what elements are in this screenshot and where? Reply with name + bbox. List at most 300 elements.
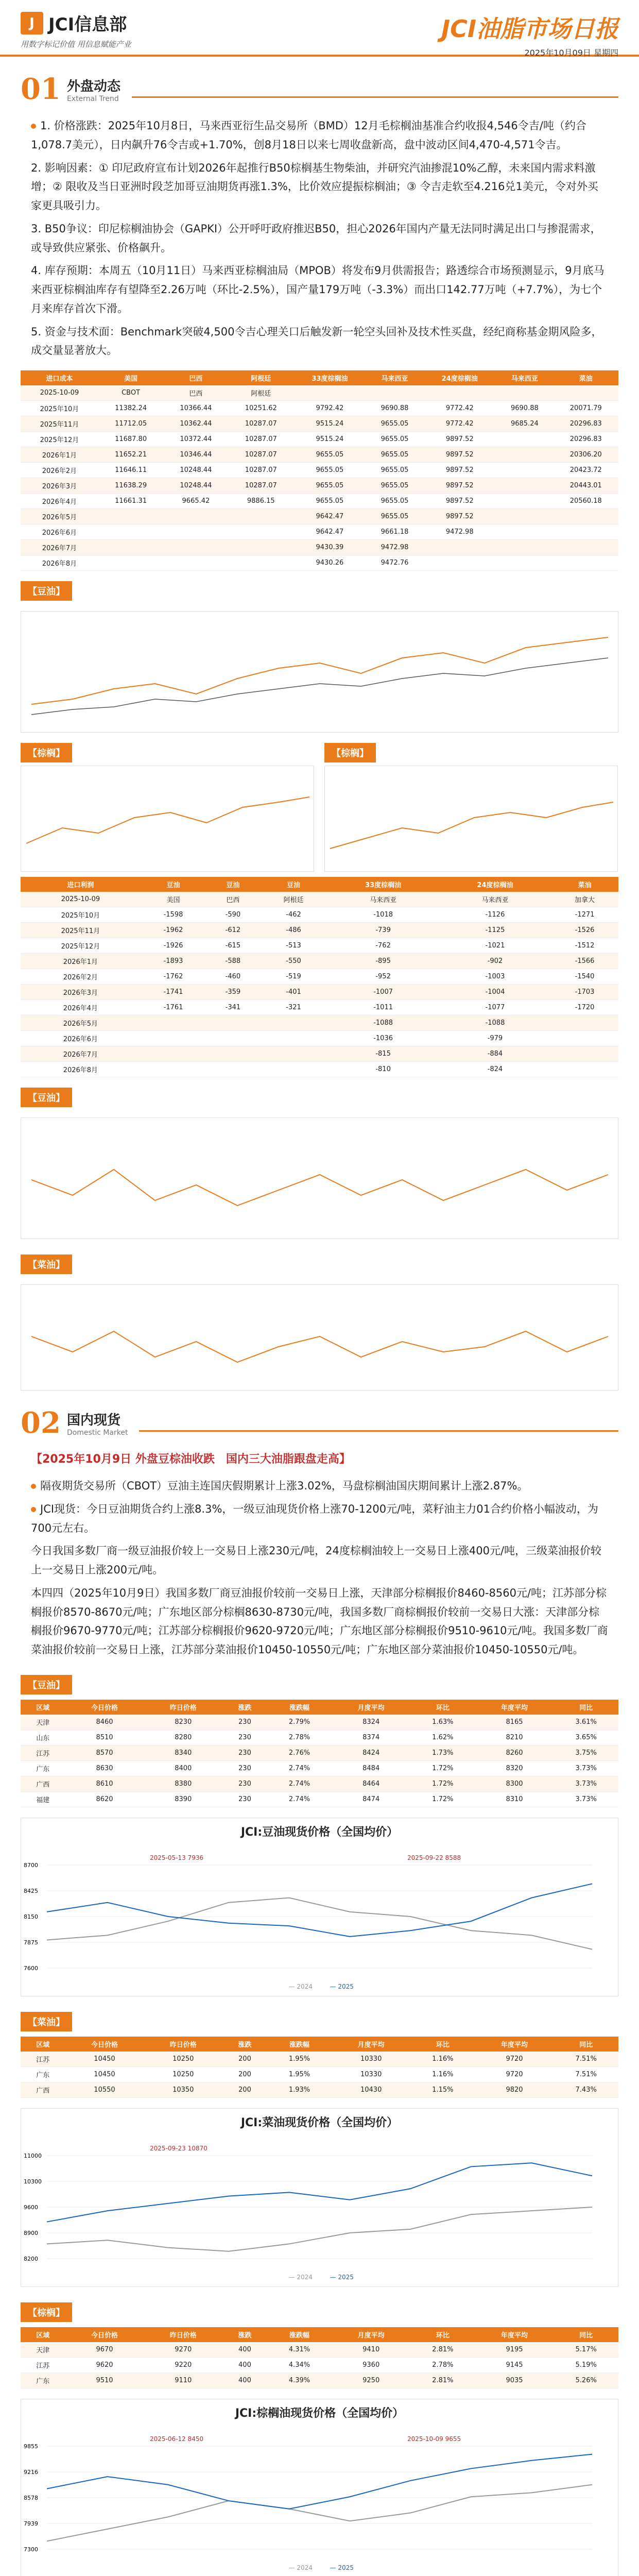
table-cell: 9472.76 xyxy=(366,555,423,571)
table-cell xyxy=(496,463,553,478)
table-cell: 10248.44 xyxy=(163,478,228,494)
table-cell: -739 xyxy=(327,923,439,938)
external-news xyxy=(31,116,608,360)
table-cell: 8340 xyxy=(144,1745,222,1760)
table-header: 阿根廷 xyxy=(229,370,293,385)
table-header: 马来西亚 xyxy=(366,370,423,385)
table-header: 月度平均 xyxy=(332,2037,410,2052)
table-cell: 8460 xyxy=(65,1715,144,1730)
table-cell: 广东 xyxy=(21,2372,65,2388)
table-header: 24度棕榈油 xyxy=(423,370,496,385)
chart-title: JCI:棕榈油现货价格（全国均价） xyxy=(235,2406,404,2420)
series-line-2025 xyxy=(47,2163,592,2222)
section-title: 国内现货 xyxy=(66,1412,120,1428)
annotation: 2025-05-13 7936 xyxy=(150,1854,204,1861)
table-cell: -1077 xyxy=(439,1000,551,1015)
table-cell: 2025年12月 xyxy=(21,938,141,954)
table-cell: 福建 xyxy=(21,1791,65,1807)
table-cell: -952 xyxy=(327,969,439,985)
table-cell: 9620 xyxy=(65,2357,144,2372)
section-domestic xyxy=(21,1406,618,1440)
table-cell: 天津 xyxy=(21,1715,65,1730)
table-cell: 8260 xyxy=(475,1745,554,1760)
table-cell xyxy=(496,385,553,401)
table-cell: -1088 xyxy=(439,1015,551,1031)
y-tick-label: 8150 xyxy=(24,1913,38,1920)
table-cell: 200 xyxy=(222,2052,267,2067)
table-cell xyxy=(496,478,553,494)
table-cell xyxy=(229,540,293,555)
table-row xyxy=(21,447,618,463)
table-cell: 加拿大 xyxy=(551,892,618,907)
legend-entry: — 2025 xyxy=(330,2273,354,2281)
table-row xyxy=(21,2082,618,2097)
table-cell: 2025年10月 xyxy=(21,907,141,923)
soy-spot-label: 【豆油】 xyxy=(21,1675,72,1694)
table-cell: 20306.20 xyxy=(554,447,618,463)
table-cell: 400 xyxy=(222,2372,267,2388)
table-cell: 8630 xyxy=(65,1760,144,1776)
table-cell: 2026年5月 xyxy=(21,1015,141,1031)
section-subtitle: External Trend xyxy=(66,94,119,103)
chart-title: JCI:豆油现货价格（全国均价） xyxy=(240,1825,399,1839)
table-cell: 230 xyxy=(222,1715,267,1730)
table-cell: 10250 xyxy=(144,2052,222,2067)
table-cell: 2026年2月 xyxy=(21,969,141,985)
table-header: 菜油 xyxy=(554,370,618,385)
table-row xyxy=(21,401,618,416)
table-cell: 10330 xyxy=(332,2066,410,2082)
series-line-2024 xyxy=(47,2207,592,2251)
table-cell xyxy=(366,385,423,401)
annotation: 2025-09-23 10870 xyxy=(150,2144,208,2152)
table-cell: 10248.44 xyxy=(163,463,228,478)
table-cell: 马来西亚 xyxy=(327,892,439,907)
table-header: 涨跌 xyxy=(222,2327,267,2342)
rape-spot-label: 【菜油】 xyxy=(21,2012,72,2031)
rape-profit-chart xyxy=(21,1284,618,1391)
table-cell: 9655.05 xyxy=(366,416,423,432)
table-cell: 2025-10-09 xyxy=(21,385,98,401)
table-cell: 9897.52 xyxy=(423,432,496,447)
table-cell xyxy=(229,555,293,571)
table-header: 年度平均 xyxy=(475,2327,554,2342)
table-cell: -590 xyxy=(206,907,260,923)
table-cell xyxy=(260,1031,327,1046)
table-cell: 200 xyxy=(222,2082,267,2097)
table-cell xyxy=(496,509,553,524)
table-cell: 3.73% xyxy=(554,1776,618,1791)
table-cell: -550 xyxy=(260,954,327,969)
table-header: 豆油 xyxy=(260,877,327,892)
table-cell: 20443.01 xyxy=(554,478,618,494)
table-cell xyxy=(551,1062,618,1077)
table-header: 涨跌 xyxy=(222,1700,267,1715)
table-cell xyxy=(496,494,553,509)
domestic-news xyxy=(31,1477,608,1659)
table-row xyxy=(21,892,618,907)
table-cell: 9897.52 xyxy=(423,478,496,494)
y-tick-label: 10300 xyxy=(24,2178,42,2185)
table-cell xyxy=(206,1046,260,1062)
table-cell: 7.43% xyxy=(554,2082,618,2097)
table-cell: 9772.42 xyxy=(423,401,496,416)
table-cell xyxy=(423,555,496,571)
table-header: 环比 xyxy=(410,2037,475,2052)
table-cell: 400 xyxy=(222,2357,267,2372)
table-cell: 9515.24 xyxy=(293,416,366,432)
table-cell: 9685.24 xyxy=(496,416,553,432)
table-cell: 5.19% xyxy=(554,2357,618,2372)
table-row xyxy=(21,478,618,494)
table-cell xyxy=(141,1015,206,1031)
table-cell: -321 xyxy=(260,1000,327,1015)
table-cell: 美国 xyxy=(141,892,206,907)
table-cell xyxy=(141,1031,206,1046)
table-cell: -1271 xyxy=(551,907,618,923)
section-number: 02 xyxy=(21,1406,61,1440)
table-cell: 2026年6月 xyxy=(21,1031,141,1046)
table-cell: 2.81% xyxy=(410,2342,475,2358)
brand-name: JCI信息部 xyxy=(48,14,127,35)
table-cell: 8300 xyxy=(475,1776,554,1791)
table-header: 年度平均 xyxy=(475,1700,554,1715)
table-row xyxy=(21,1015,618,1031)
table-cell: 1.72% xyxy=(410,1776,475,1791)
table-cell: 400 xyxy=(222,2342,267,2358)
table-cell: -401 xyxy=(260,985,327,1000)
table-cell: 2.79% xyxy=(267,1715,332,1730)
table-cell: -612 xyxy=(206,923,260,938)
table-cell: 9250 xyxy=(332,2372,410,2388)
table-cell: 10287.07 xyxy=(229,416,293,432)
table-header: 涨跌幅 xyxy=(267,2327,332,2342)
table-row xyxy=(21,1730,618,1745)
table-row xyxy=(21,2066,618,2082)
y-tick-label: 11000 xyxy=(24,2152,42,2159)
table-header: 今日价格 xyxy=(65,2327,144,2342)
table-cell xyxy=(163,509,228,524)
table-cell: -1598 xyxy=(141,907,206,923)
palm-cost-chart xyxy=(21,766,314,872)
table-row xyxy=(21,416,618,432)
table-header: 今日价格 xyxy=(65,2037,144,2052)
y-tick-label: 8578 xyxy=(24,2494,38,2501)
series-line-2025 xyxy=(47,1884,592,1937)
table-cell: 9655.05 xyxy=(366,494,423,509)
y-tick-label: 9600 xyxy=(24,2204,38,2211)
table-cell xyxy=(551,1015,618,1031)
table-cell: 7.51% xyxy=(554,2066,618,2082)
table-row xyxy=(21,1046,618,1062)
table-cell: 1.95% xyxy=(267,2066,332,2082)
table-cell xyxy=(554,555,618,571)
table-cell: 阿根廷 xyxy=(229,385,293,401)
table-row xyxy=(21,2052,618,2067)
table-cell: -1126 xyxy=(439,907,551,923)
table-cell xyxy=(229,509,293,524)
table-cell xyxy=(163,524,228,540)
rape-profit-label: 【菜油】 xyxy=(21,1255,72,1274)
table-cell: -519 xyxy=(260,969,327,985)
table-cell: 2026年5月 xyxy=(21,509,98,524)
table-cell: 9665.42 xyxy=(163,494,228,509)
table-cell: 3.73% xyxy=(554,1760,618,1776)
table-row xyxy=(21,907,618,923)
table-cell: 20071.79 xyxy=(554,401,618,416)
table-cell xyxy=(496,540,553,555)
legend-entry: — 2024 xyxy=(288,2273,313,2281)
table-header: 昨日价格 xyxy=(144,2037,222,2052)
table-header: 菜油 xyxy=(551,877,618,892)
table-cell: -824 xyxy=(439,1062,551,1077)
table-cell xyxy=(496,447,553,463)
section-subtitle: Domestic Market xyxy=(66,1428,128,1437)
table-cell: 9897.52 xyxy=(423,447,496,463)
table-cell: 山东 xyxy=(21,1730,65,1745)
table-row xyxy=(21,985,618,1000)
table-cell: 广东 xyxy=(21,2066,65,2082)
table-cell: 江苏 xyxy=(21,2357,65,2372)
table-cell: -810 xyxy=(327,1062,439,1077)
table-cell: -486 xyxy=(260,923,327,938)
table-cell: 9655.05 xyxy=(293,463,366,478)
table-cell: -1720 xyxy=(551,1000,618,1015)
news-item: JCI现货：今日豆油期货合约上涨8.3%，一级豆油现货价格上涨70-1200元/吨，菜籽油主力01合约价格小幅波动，为700元左右。 xyxy=(31,1502,598,1534)
table-cell xyxy=(141,1062,206,1077)
table-header: 涨跌幅 xyxy=(267,1700,332,1715)
table-cell: 马来西亚 xyxy=(439,892,551,907)
y-tick-label: 8900 xyxy=(24,2229,38,2236)
soy-profit-chart xyxy=(21,1117,618,1239)
soy-spot-table xyxy=(21,1700,618,1807)
table-cell: 10287.07 xyxy=(229,463,293,478)
table-header: 同比 xyxy=(554,1700,618,1715)
table-header: 巴西 xyxy=(163,370,228,385)
rape-spot-table xyxy=(21,2037,618,2098)
import-profit-table xyxy=(21,877,618,1077)
palm-spot-table xyxy=(21,2327,618,2388)
table-cell xyxy=(206,1062,260,1077)
table-cell: 9655.05 xyxy=(366,432,423,447)
report-date: 2025年10月09日 星期四 xyxy=(524,48,618,58)
table-cell: 230 xyxy=(222,1730,267,1745)
table-cell xyxy=(423,385,496,401)
table-row xyxy=(21,2372,618,2388)
table-row xyxy=(21,385,618,401)
table-row xyxy=(21,1000,618,1015)
table-cell: 9220 xyxy=(144,2357,222,2372)
table-cell: 3.61% xyxy=(554,1715,618,1730)
section-title: 外盘动态 xyxy=(66,78,120,94)
table-cell: 20423.72 xyxy=(554,463,618,478)
table-cell: 10430 xyxy=(332,2082,410,2097)
table-cell xyxy=(98,524,163,540)
table-cell: -895 xyxy=(327,954,439,969)
table-cell: 9897.52 xyxy=(423,494,496,509)
table-cell: 2025年11月 xyxy=(21,416,98,432)
table-cell: 2026年4月 xyxy=(21,1000,141,1015)
table-cell: -1021 xyxy=(439,938,551,954)
table-cell: 8464 xyxy=(332,1776,410,1791)
table-cell: -1512 xyxy=(551,938,618,954)
table-cell xyxy=(554,509,618,524)
table-cell: 9690.88 xyxy=(496,401,553,416)
table-cell: 1.62% xyxy=(410,1730,475,1745)
news-item: 隔夜期货交易所（CBOT）豆油主连国庆假期累计上涨3.02%，马盘棕榈油国庆期间累计上涨2.87%。 xyxy=(40,1480,528,1492)
table-cell xyxy=(554,385,618,401)
table-cell: 9690.88 xyxy=(366,401,423,416)
annotation: 2025-09-22 8588 xyxy=(407,1854,461,1861)
table-cell: 2.74% xyxy=(267,1760,332,1776)
table-cell: 9655.05 xyxy=(293,478,366,494)
table-cell: 9360 xyxy=(332,2357,410,2372)
table-cell: 2026年8月 xyxy=(21,555,98,571)
table-cell: -1741 xyxy=(141,985,206,1000)
table-cell xyxy=(554,540,618,555)
table-cell: 9897.52 xyxy=(423,509,496,524)
palm-spot-label: 【棕榈】 xyxy=(21,2302,72,2322)
table-cell xyxy=(260,1015,327,1031)
table-cell: 巴西 xyxy=(206,892,260,907)
table-cell: 230 xyxy=(222,1745,267,1760)
table-cell: -1566 xyxy=(551,954,618,969)
table-cell: 2025年10月 xyxy=(21,401,98,416)
table-header: 环比 xyxy=(410,2327,475,2342)
table-header: 33度棕榈油 xyxy=(327,877,439,892)
table-cell xyxy=(260,1046,327,1062)
table-cell: 2026年1月 xyxy=(21,954,141,969)
table-cell: -513 xyxy=(260,938,327,954)
y-tick-label: 9855 xyxy=(24,2443,38,2450)
section-external xyxy=(21,72,618,106)
y-tick-label: 8425 xyxy=(24,1887,38,1894)
table-row xyxy=(21,463,618,478)
table-cell: 11646.11 xyxy=(98,463,163,478)
table-header: 豆油 xyxy=(141,877,206,892)
series-line-2024 xyxy=(47,2485,592,2541)
table-cell: -460 xyxy=(206,969,260,985)
table-cell: -1540 xyxy=(551,969,618,985)
table-cell xyxy=(98,509,163,524)
table-cell: 1.16% xyxy=(410,2066,475,2082)
table-cell: 9655.05 xyxy=(366,509,423,524)
table-cell: 1.63% xyxy=(410,1715,475,1730)
table-row xyxy=(21,1791,618,1807)
table-header: 年度平均 xyxy=(475,2037,554,2052)
news-item: 3. B50争议：印尼棕榈油协会（GAPKI）公开呼吁政府推迟B50，担心2026年国内产量无法同时满足出口与掺混需求，或导致供应紧张、价格飙升。 xyxy=(31,222,601,254)
y-tick-label: 9216 xyxy=(24,2468,38,2476)
legend-entry: — 2025 xyxy=(330,2564,354,2571)
table-cell: 9655.05 xyxy=(293,447,366,463)
table-cell xyxy=(496,555,553,571)
table-cell: 11687.80 xyxy=(98,432,163,447)
table-cell: 10550 xyxy=(65,2082,144,2097)
table-header: 涨跌 xyxy=(222,2037,267,2052)
table-cell: 8610 xyxy=(65,1776,144,1791)
table-cell: 10346.44 xyxy=(163,447,228,463)
table-header: 进口利润 xyxy=(21,877,141,892)
table-cell: 10362.44 xyxy=(163,416,228,432)
table-cell: 11712.05 xyxy=(98,416,163,432)
table-cell: -1962 xyxy=(141,923,206,938)
table-cell: -1893 xyxy=(141,954,206,969)
table-cell: 8320 xyxy=(475,1760,554,1776)
y-tick-label: 7300 xyxy=(24,2546,38,2553)
table-cell: 11652.21 xyxy=(98,447,163,463)
domestic-headline: 【2025年10月9日 外盘豆棕油收跌 国内三大油脂跟盘走高】 xyxy=(31,1453,351,1466)
table-cell: 10350 xyxy=(144,2082,222,2097)
table-cell: 8165 xyxy=(475,1715,554,1730)
table-cell xyxy=(206,1015,260,1031)
table-cell: -979 xyxy=(439,1031,551,1046)
table-cell xyxy=(551,1031,618,1046)
table-header: 同比 xyxy=(554,2327,618,2342)
table-cell: 江苏 xyxy=(21,2052,65,2067)
table-cell: 11661.31 xyxy=(98,494,163,509)
table-cell: 5.17% xyxy=(554,2342,618,2358)
news-item: 2. 影响因素：① 印尼政府宣布计划2026年起推行B50棕榈基生物柴油，并研究汽油掺混10%乙醇，未来国内需求料激增；② 限收及当日亚洲时段芝加哥豆油期货再涨1.3%，比价效应提振棕榈油；③ 令吉走软至4.216兑1美元，令对外买家更具吸引力。 xyxy=(31,161,598,212)
table-cell: 230 xyxy=(222,1776,267,1791)
table-row xyxy=(21,494,618,509)
report-title: JCI油脂市场日报 xyxy=(441,15,618,43)
table-cell: -1036 xyxy=(327,1031,439,1046)
palm-24-label: 【棕榈】 xyxy=(324,743,376,762)
table-cell: 10372.44 xyxy=(163,432,228,447)
table-cell: 江苏 xyxy=(21,1745,65,1760)
table-cell: -1018 xyxy=(327,907,439,923)
table-cell: -815 xyxy=(327,1046,439,1062)
table-cell: 9472.98 xyxy=(366,540,423,555)
soy-profit-label: 【豆油】 xyxy=(21,1088,72,1107)
table-cell: 4.39% xyxy=(267,2372,332,2388)
table-cell: 10287.07 xyxy=(229,447,293,463)
table-cell: 8210 xyxy=(475,1730,554,1745)
table-row xyxy=(21,923,618,938)
table-row xyxy=(21,432,618,447)
table-row xyxy=(21,509,618,524)
table-cell: 20560.18 xyxy=(554,494,618,509)
y-tick-label: 7600 xyxy=(24,1964,38,1972)
news-item: 4. 库存预期：本周五（10月11日）马来西亚棕榈油局（MPOB）将发布9月供需报告；路透综合市场预测显示，9月底马来西亚棕榈油库存有望降至2.26万吨（环比-2.5%），国产量179万吨（-3.3%）而出口142.77万吨（+7.7%），为七个月来库存首次下滑。 xyxy=(31,264,605,315)
table-cell: 1.16% xyxy=(410,2052,475,2067)
table-cell: -341 xyxy=(206,1000,260,1015)
table-row xyxy=(21,540,618,555)
legend-entry: — 2024 xyxy=(288,2564,313,2571)
table-cell: 8380 xyxy=(144,1776,222,1791)
table-cell: -1007 xyxy=(327,985,439,1000)
table-cell: 8424 xyxy=(332,1745,410,1760)
chart-title: JCI:菜油现货价格（全国均价） xyxy=(240,2116,399,2129)
table-cell: 9720 xyxy=(475,2052,554,2067)
table-cell: 广西 xyxy=(21,2082,65,2097)
table-cell: 8310 xyxy=(475,1791,554,1807)
table-cell: 1.73% xyxy=(410,1745,475,1760)
annotation: 2025-06-12 8450 xyxy=(150,2435,204,2443)
table-cell: 天津 xyxy=(21,2342,65,2358)
table-row xyxy=(21,1760,618,1776)
table-cell: 2026年3月 xyxy=(21,478,98,494)
table-row xyxy=(21,1031,618,1046)
table-cell xyxy=(260,1062,327,1077)
table-header: 昨日价格 xyxy=(144,2327,222,2342)
table-cell: -1703 xyxy=(551,985,618,1000)
table-cell: 8230 xyxy=(144,1715,222,1730)
table-cell: 2026年7月 xyxy=(21,540,98,555)
table-header: 区域 xyxy=(21,2327,65,2342)
table-cell: 5.26% xyxy=(554,2372,618,2388)
table-header: 马来西亚 xyxy=(496,370,553,385)
